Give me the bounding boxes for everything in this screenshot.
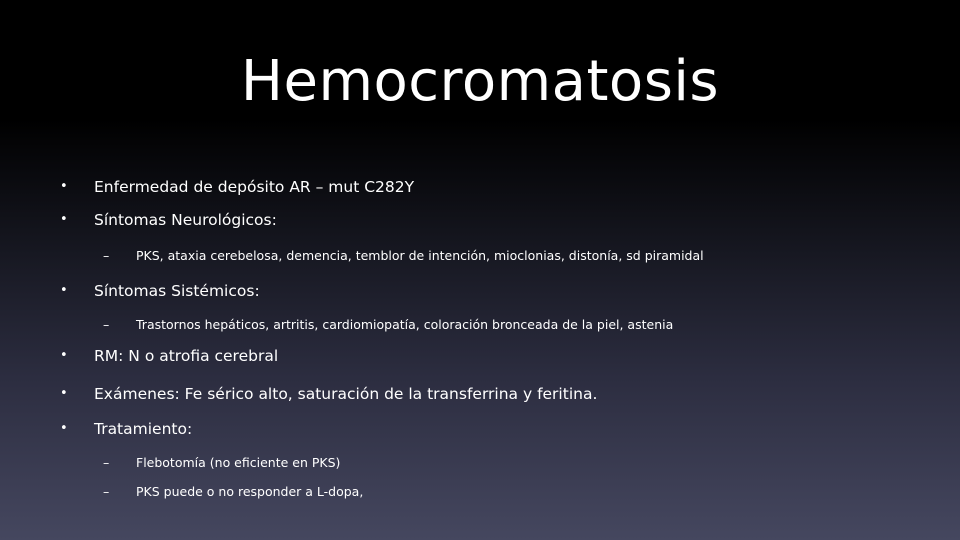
- bullet-icon: •: [60, 386, 68, 401]
- bullet-text: RM: N o atrofia cerebral: [94, 347, 279, 365]
- bullet-icon: •: [60, 283, 68, 298]
- dash-icon: –: [103, 248, 110, 263]
- bullet-text: Enfermedad de depósito AR – mut C282Y: [94, 178, 415, 196]
- bullet-text: Síntomas Neurológicos:: [94, 211, 277, 229]
- bullet-text: Tratamiento:: [94, 420, 193, 438]
- bullet-icon: •: [60, 348, 68, 363]
- bullet-icon: •: [60, 421, 68, 436]
- dash-icon: –: [103, 317, 110, 332]
- sub-bullet-text: Trastornos hepáticos, artritis, cardiomiopatía, coloración bronceada de la piel, astenia: [136, 317, 674, 332]
- sub-bullet-text: PKS puede o no responder a L-dopa,: [136, 484, 364, 499]
- bullet-text: Exámenes: Fe sérico alto, saturación de la transferrina y feritina.: [94, 385, 598, 403]
- dash-icon: –: [103, 484, 110, 499]
- bullet-icon: •: [60, 212, 68, 227]
- bullet-text: Síntomas Sistémicos:: [94, 282, 260, 300]
- bullet-icon: •: [60, 179, 68, 194]
- sub-bullet-text: Flebotomía (no eficiente en PKS): [136, 455, 341, 470]
- dash-icon: –: [103, 455, 110, 470]
- sub-bullet-text: PKS, ataxia cerebelosa, demencia, temblor de intención, mioclonias, distonía, sd piramidal: [136, 248, 704, 263]
- slide-title: Hemocromatosis: [240, 49, 720, 114]
